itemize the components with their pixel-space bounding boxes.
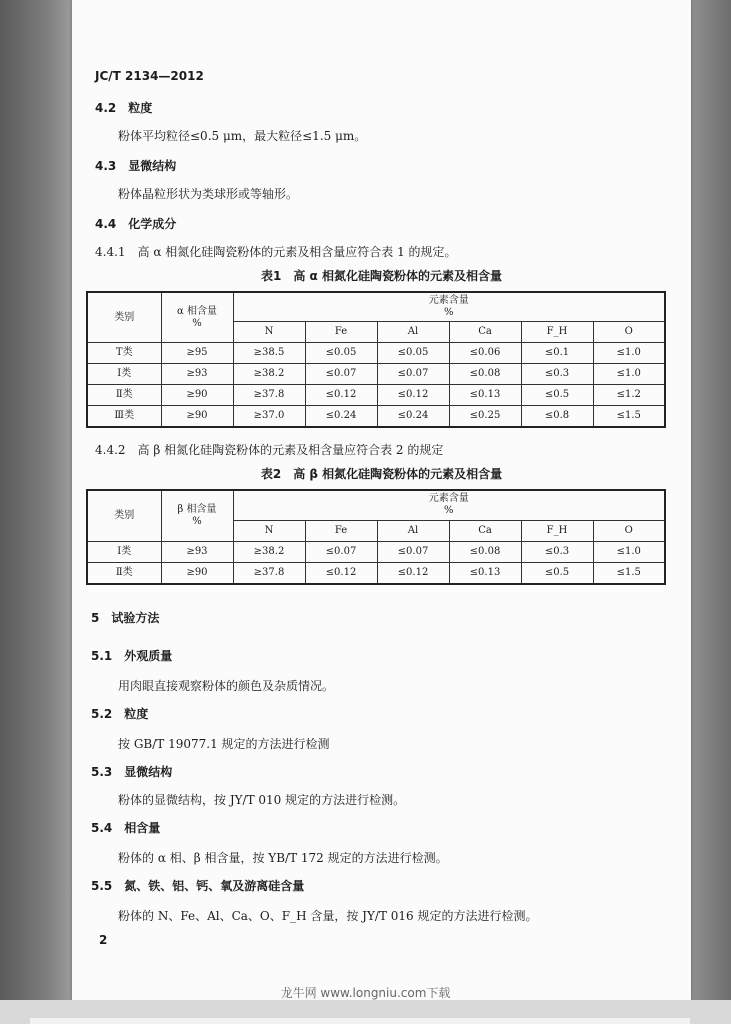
- table2: [86, 489, 666, 585]
- table-row: [87, 563, 665, 585]
- table-cell: ≤1.0: [593, 364, 665, 385]
- table-row: [87, 343, 665, 364]
- table-cell: ≥90: [161, 385, 233, 406]
- table-cell: ≥37.0: [233, 406, 305, 428]
- table-cell: ≥93: [161, 542, 233, 563]
- section-4-2-heading: 4.2 粒度: [95, 101, 153, 115]
- table-cell: ≥38.5: [233, 343, 305, 364]
- section-5-4-heading: 5.4 相含量: [91, 821, 161, 835]
- section-4-4-heading: 4.4 化学成分: [95, 217, 177, 231]
- section-4-3-heading: 4.3 显微结构: [95, 159, 177, 173]
- table1: [86, 291, 666, 428]
- table-cell: ≤0.24: [305, 406, 377, 428]
- table-cell: ≤1.5: [593, 563, 665, 585]
- table2-header-phase: β 相含量 %: [161, 490, 233, 542]
- table-cell: ≤0.12: [305, 385, 377, 406]
- table1-col-n: N: [233, 322, 305, 343]
- section-5-heading: 5 试验方法: [91, 611, 160, 625]
- next-page-edge: [30, 1018, 690, 1024]
- table2-col-al: Al: [377, 520, 449, 541]
- table-cell: Ⅰ类: [87, 542, 161, 563]
- table1-header-phase: α 相含量 %: [161, 292, 233, 343]
- table-cell: Ⅰ类: [87, 364, 161, 385]
- table-cell: ≤0.13: [449, 563, 521, 585]
- section-5-3-body: 粉体的显微结构，按 JY/T 010 规定的方法进行检测。: [118, 793, 406, 807]
- page-number: 2: [99, 933, 108, 947]
- table2-col-fe: Fe: [305, 520, 377, 541]
- paragraph-4-4-1: 4.4.1 高 α 相氮化硅陶瓷粉体的元素及相含量应符合表 1 的规定。: [95, 245, 457, 259]
- table2-col-fh: F_H: [521, 520, 593, 541]
- table-cell: ≥37.8: [233, 563, 305, 585]
- table1-col-fh: F_H: [521, 322, 593, 343]
- table1-col-ca: Ca: [449, 322, 521, 343]
- paragraph-4-4-2: 4.4.2 高 β 相氮化硅陶瓷粉体的元素及相含量应符合表 2 的规定: [95, 443, 444, 457]
- table1-header-type: 类别: [87, 292, 161, 343]
- table-cell: ≥90: [161, 563, 233, 585]
- section-5-1-body: 用肉眼直接观察粉体的颜色及杂质情况。: [118, 679, 335, 693]
- table-cell: ≤0.05: [377, 343, 449, 364]
- table-cell: ≤0.5: [521, 563, 593, 585]
- document-page: [72, 0, 691, 1000]
- table-cell: ≤0.12: [305, 563, 377, 585]
- table-cell: ≤0.07: [305, 364, 377, 385]
- table-cell: ≤1.5: [593, 406, 665, 428]
- table-cell: ≤1.0: [593, 542, 665, 563]
- table-cell: ≤0.12: [377, 563, 449, 585]
- table-cell: ≤0.1: [521, 343, 593, 364]
- table1-title: 表1 高 α 相氮化硅陶瓷粉体的元素及相含量: [261, 269, 502, 283]
- table1-col-o: O: [593, 322, 665, 343]
- table1-col-fe: Fe: [305, 322, 377, 343]
- table-cell: ≤0.8: [521, 406, 593, 428]
- table-cell: Ⅱ类: [87, 385, 161, 406]
- table-cell: ≤0.25: [449, 406, 521, 428]
- table2-col-ca: Ca: [449, 520, 521, 541]
- table-cell: ≤0.5: [521, 385, 593, 406]
- section-5-2-body: 按 GB/T 19077.1 规定的方法进行检测: [118, 737, 330, 751]
- section-4-2-body: 粉体平均粒径≤0.5 μm，最大粒径≤1.5 μm。: [118, 129, 367, 143]
- table-row: [87, 385, 665, 406]
- table-row: [87, 364, 665, 385]
- table-cell: ≤0.24: [377, 406, 449, 428]
- doc-header: JC/T 2134—2012: [95, 69, 204, 83]
- table2-col-o: O: [593, 520, 665, 541]
- table2-header-type: 类别: [87, 490, 161, 542]
- section-5-4-body: 粉体的 α 相、β 相含量，按 YB/T 172 规定的方法进行检测。: [118, 851, 448, 865]
- table-row: [87, 406, 665, 428]
- table-cell: ≤0.08: [449, 542, 521, 563]
- table-cell: Ⅱ类: [87, 563, 161, 585]
- section-5-5-heading: 5.5 氮、铁、铝、钙、氧及游离硅含量: [91, 879, 305, 893]
- table-cell: ≤1.0: [593, 343, 665, 364]
- table2-title: 表2 高 β 相氮化硅陶瓷粉体的元素及相含量: [260, 467, 503, 481]
- table-cell: ≤0.3: [521, 542, 593, 563]
- table-cell: ≥37.8: [233, 385, 305, 406]
- site-footer: 龙牛网 www.longniu.com下载: [280, 986, 451, 1000]
- table-cell: ≤1.2: [593, 385, 665, 406]
- table-cell: ≤0.07: [377, 542, 449, 563]
- section-5-1-heading: 5.1 外观质量: [91, 649, 173, 663]
- table-cell: ≥38.2: [233, 364, 305, 385]
- table-cell: ≤0.07: [377, 364, 449, 385]
- table1-col-al: Al: [377, 322, 449, 343]
- table-cell: ≤0.06: [449, 343, 521, 364]
- table2-header-elements: 元素含量 %: [233, 490, 665, 520]
- table-cell: ≤0.08: [449, 364, 521, 385]
- section-5-2-heading: 5.2 粒度: [91, 707, 149, 721]
- table-cell: ≥38.2: [233, 542, 305, 563]
- table2-col-n: N: [233, 520, 305, 541]
- table-cell: ≤0.07: [305, 542, 377, 563]
- table-cell: T类: [87, 343, 161, 364]
- table-cell: ≥95: [161, 343, 233, 364]
- table-cell: ≤0.12: [377, 385, 449, 406]
- table-cell: ≥90: [161, 406, 233, 428]
- table-cell: ≤0.05: [305, 343, 377, 364]
- table-cell: ≥93: [161, 364, 233, 385]
- table1-header-elements: 元素含量 %: [233, 292, 665, 322]
- table-cell: ≤0.3: [521, 364, 593, 385]
- section-4-3-body: 粉体晶粒形状为类球形或等轴形。: [118, 187, 299, 201]
- section-5-3-heading: 5.3 显微结构: [91, 765, 173, 779]
- table2-body: [87, 542, 665, 585]
- table-cell: Ⅲ类: [87, 406, 161, 428]
- table-row: [87, 542, 665, 563]
- section-5-5-body: 粉体的 N、Fe、Al、Ca、O、F_H 含量，按 JY/T 016 规定的方法进行检测。: [118, 909, 538, 923]
- table-cell: ≤0.13: [449, 385, 521, 406]
- table1-body: [87, 343, 665, 428]
